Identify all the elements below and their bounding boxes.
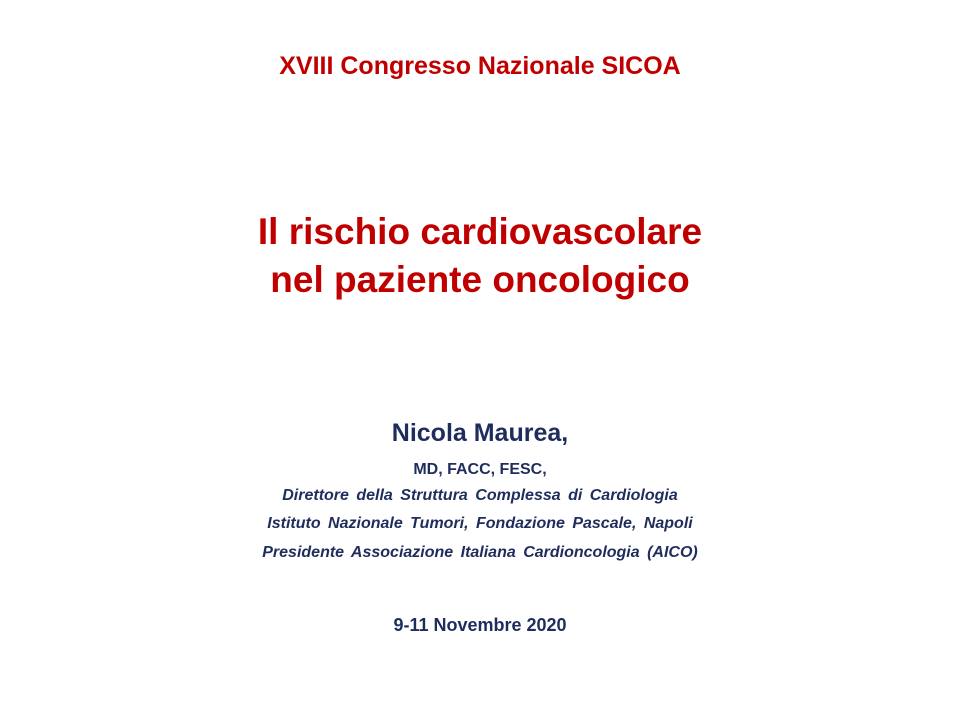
title-line-1: Il rischio cardiovascolare [257, 211, 703, 252]
affiliation-line: Presidente Associazione Italiana Cardioncologia (AICO) [262, 544, 698, 561]
affiliation-line: Direttore della Struttura Complessa di Cardiologia [282, 487, 678, 504]
title-line-2: nel paziente oncologico [270, 259, 690, 300]
slide-title [0, 208, 960, 304]
event-date: 9-11 Novembre 2020 [393, 615, 567, 635]
congress-name: XVIII Congresso Nazionale SICOA [279, 52, 681, 80]
author-credentials: MD, FACC, FESC, [413, 461, 547, 478]
author-name: Nicola Maurea, [391, 419, 569, 447]
affiliation-line: Istituto Nazionale Tumori, Fondazione Pascale, Napoli [267, 515, 693, 532]
